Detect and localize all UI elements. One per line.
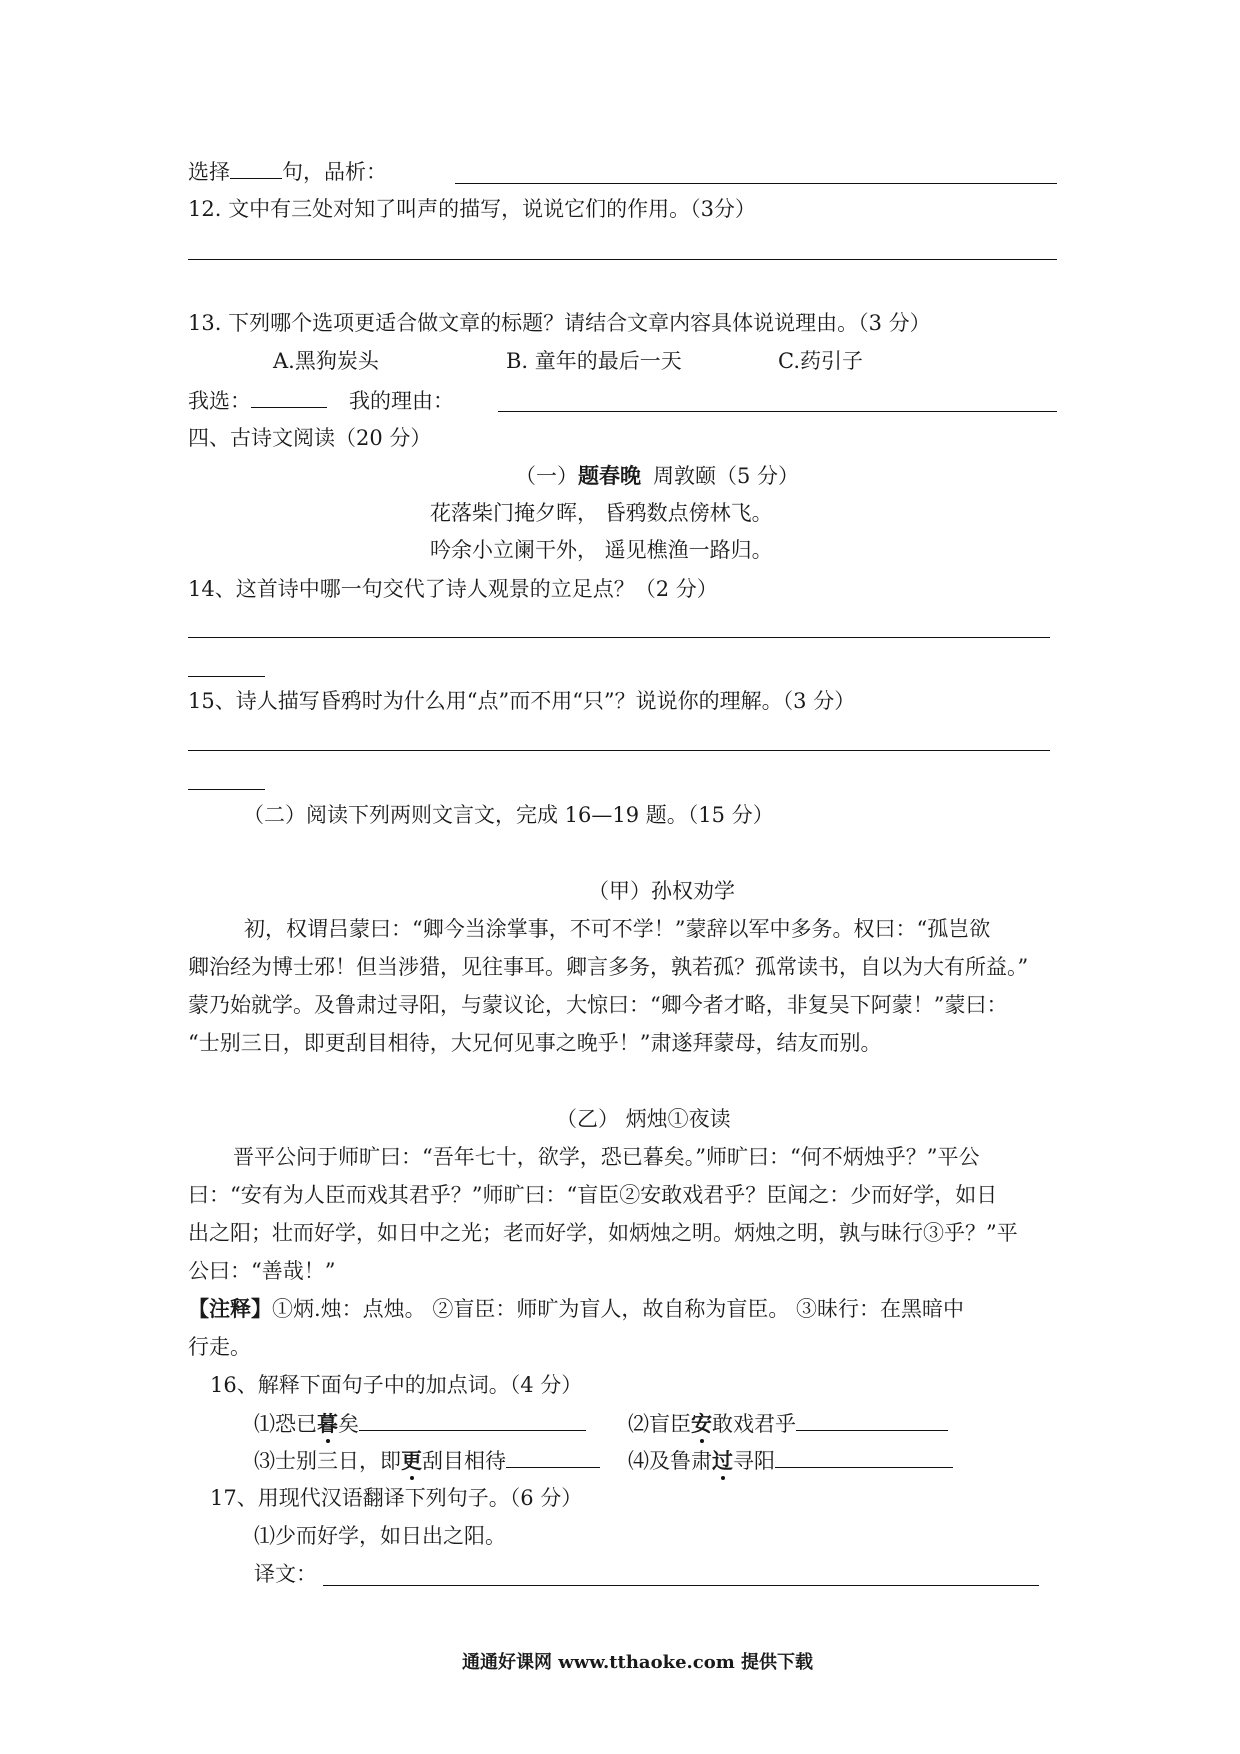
q13-answer-row <box>188 385 454 416</box>
q16-item-1 <box>254 1408 586 1439</box>
q15-answer-line[interactable] <box>188 750 1050 751</box>
q16-item-4 <box>628 1445 953 1476</box>
text-a-line-3: 蒙乃始就学。及鲁肃过寻阳，与蒙议论，大惊曰：“卿今者才略，非复吴下阿蒙！”蒙曰： <box>188 993 1008 1017</box>
poem-title-line <box>515 461 799 491</box>
q16-item-1-post: 矣 <box>338 1412 359 1436</box>
q16-item-2-word: 安 <box>691 1411 712 1436</box>
q11-mid: 句，品析： <box>282 160 387 184</box>
note-text: ①炳.烛：点烛。 ②盲臣：师旷为盲人，故自称为盲臣。 ③昧行：在黑暗中 <box>272 1297 965 1321</box>
q14-answer-line[interactable] <box>188 637 1050 638</box>
q13-question: 13. 下列哪个选项更适合做文章的标题？请结合文章内容具体说说理由。（3 分） <box>188 311 931 335</box>
text-a-line-2: 卿治经为博士邪！但当涉猎，见往事耳。卿言多务，孰若孤？孤常读书，自以为大有所益。” <box>188 955 1029 979</box>
text-b-line-2: 曰：“安有为人臣而戏其君乎？”师旷曰：“盲臣②安敢戏君乎？臣闻之：少而好学，如日 <box>188 1183 998 1207</box>
q16-item-3-blank[interactable] <box>506 1445 600 1468</box>
poem-line-2: 吟余小立阑干外， 遥见樵渔一路归。 <box>430 538 773 562</box>
q16-item-4-blank[interactable] <box>775 1445 953 1468</box>
q16-question: 16、解释下面句子中的加点词。（4 分） <box>210 1373 583 1397</box>
text-a-line-1: 初，权谓吕蒙曰：“卿今当涂掌事，不可不学！”蒙辞以军中多务。权曰：“孤岂欲 <box>244 917 991 941</box>
text-b-title: （乙） 炳烛①夜读 <box>556 1107 731 1131</box>
poem-title: 题春晚 <box>578 463 641 488</box>
q11-answer-line[interactable] <box>455 183 1057 184</box>
text-b-note-cont: 行走。 <box>188 1335 251 1359</box>
q16-item-1-word: 暮 <box>317 1411 338 1436</box>
page-footer: 通通好课网 www.tthaoke.com 提供下载 <box>462 1652 814 1673</box>
q16-item-2-post: 敢戏君乎 <box>712 1412 796 1436</box>
text-b-line-4: 公曰：“善哉！” <box>188 1259 336 1283</box>
q14-answer-line-2[interactable] <box>188 676 265 677</box>
q14-question: 14、这首诗中哪一句交代了诗人观景的立足点？（2 分） <box>188 577 718 601</box>
q15-question: 15、诗人描写昏鸦时为什么用“点”而不用“只”？说说你的理解。（3 分） <box>188 689 856 713</box>
q16-item-3-post: 刮目相待 <box>422 1449 506 1473</box>
q16-item-3 <box>254 1445 600 1476</box>
q13-option-a: A.黑狗炭头 <box>273 349 379 373</box>
q16-item-3-word: 更 <box>401 1448 422 1473</box>
q17-translate-label: 译文： <box>254 1562 317 1586</box>
text-a-title: （甲）孙权劝学 <box>588 879 735 903</box>
section4-heading: 四、古诗文阅读（20 分） <box>188 426 432 450</box>
q16-item-3-pre: ⑶士别三日，即 <box>254 1449 401 1473</box>
q16-item-4-post: 寻阳 <box>733 1449 775 1473</box>
text-b-note <box>188 1294 964 1324</box>
q16-item-4-word: 过 <box>712 1448 733 1473</box>
q12-answer-line[interactable] <box>188 259 1057 260</box>
q13-option-b: B. 童年的最后一天 <box>506 349 682 373</box>
text-b-line-3: 出之阳；壮而好学，如日中之光；老而好学，如炳烛之明。炳烛之明，孰与昧行③乎？”平 <box>188 1221 1018 1245</box>
q13-choose-label: 我选： <box>188 389 251 413</box>
q12-question: 12. 文中有三处对知了叫声的描写，说说它们的作用。（3分） <box>188 197 756 221</box>
q13-choice-blank[interactable] <box>251 385 327 408</box>
q16-item-4-pre: ⑷及鲁肃 <box>628 1449 712 1473</box>
text-a-line-4: “士别三日，即更刮目相待，大兄何见事之晚乎！”肃遂拜蒙母，结友而别。 <box>188 1031 882 1055</box>
q13-option-c: C.药引子 <box>778 349 863 373</box>
q13-reason-line[interactable] <box>498 411 1057 412</box>
q11-line <box>188 156 387 187</box>
q17-item-1: ⑴少而好学，如日出之阳。 <box>254 1524 506 1548</box>
q16-item-1-blank[interactable] <box>359 1408 586 1431</box>
poem-author: 周敦颐（5 分） <box>653 464 800 488</box>
q17-question: 17、用现代汉语翻译下列句子。（6 分） <box>210 1486 583 1510</box>
poem-line-1: 花落柴门掩夕晖， 昏鸦数点傍林飞。 <box>430 501 773 525</box>
q16-item-2-blank[interactable] <box>796 1408 948 1431</box>
q16-item-2-pre: ⑵盲臣 <box>628 1412 691 1436</box>
q11-sentence-blank[interactable] <box>230 156 282 179</box>
q15-answer-line-2[interactable] <box>188 789 265 790</box>
text-b-line-1: 晋平公问于师旷曰：“吾年七十，欲学，恐已暮矣。”师旷曰：“何不炳烛乎？”平公 <box>233 1145 980 1169</box>
poem-prefix: （一） <box>515 464 578 488</box>
q17-translate-line[interactable] <box>323 1585 1039 1586</box>
part2-intro: （二）阅读下列两则文言文，完成 16—19 题。（15 分） <box>243 803 774 827</box>
q11-prefix: 选择 <box>188 160 230 184</box>
note-label: 【注释】 <box>188 1296 272 1321</box>
q16-item-2 <box>628 1408 948 1439</box>
q13-reason-label: 我的理由： <box>349 389 454 413</box>
q16-item-1-pre: ⑴恐已 <box>254 1412 317 1436</box>
